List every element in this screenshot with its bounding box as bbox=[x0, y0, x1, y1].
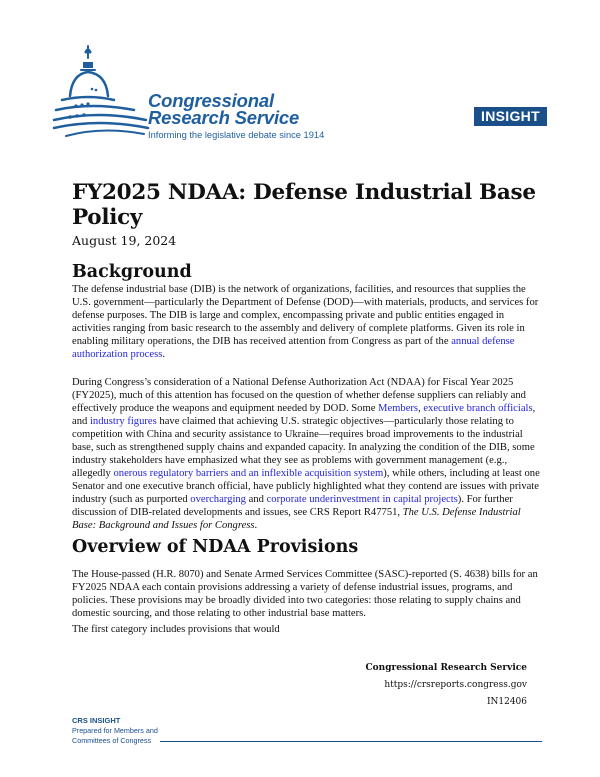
crs-insight-footer bbox=[72, 716, 158, 746]
crs-logo bbox=[52, 44, 325, 144]
logo-title-line2: Research Service bbox=[148, 107, 300, 128]
text: . bbox=[254, 520, 258, 531]
paragraph-background-1 bbox=[72, 283, 540, 361]
prepared-line2: Committees of Congress bbox=[72, 736, 152, 745]
text: and bbox=[245, 494, 267, 505]
report-title-italic: The U.S. Defense Industrial Base: Background and Issues for Congress bbox=[72, 507, 521, 531]
link-annual-defense-authorization[interactable]: annual defense authorization process bbox=[72, 336, 515, 360]
footer-divider bbox=[160, 741, 542, 742]
footer-url[interactable]: https://crsreports.congress.gov bbox=[384, 680, 527, 690]
section-heading-overview: Overview of NDAA Provisions bbox=[72, 537, 359, 557]
paragraph-overview-1: The House-passed (H.R. 8070) and Senate Armed Services Committee (SASC)-reported (S. 4638) bills for an FY2025 NDAA each contain provisions addressing a variety of defense industrial issues, programs, and policies. These provisions may be broadly divided into two categories: those relating to supply chains and domestic sourcing, and those relating to other industrial base matters. bbox=[72, 569, 538, 619]
logo-title bbox=[148, 92, 299, 126]
logo-title-line1: Congressional bbox=[148, 90, 274, 111]
document-date: August 19, 2024 bbox=[72, 233, 177, 248]
capitol-dome-icon bbox=[52, 44, 152, 144]
link-corporate-underinvestment[interactable]: corporate underinvestment in capital projects bbox=[266, 494, 458, 505]
footer-report-id: IN12406 bbox=[486, 697, 527, 707]
logo-tagline: Informing the legislative debate since 1914 bbox=[148, 130, 325, 140]
text: ). For further discussion of DIB-related developments and issues, see CRS Report R47751, bbox=[72, 494, 513, 518]
paragraph-background-2 bbox=[72, 376, 540, 532]
text: ), while others, including at least one Senator and one executive branch official, have publicly highlighted what they contend are issues with private industry (such as purported bbox=[72, 468, 540, 505]
document-title: FY2025 NDAA: Defense Industrial Base Policy bbox=[72, 180, 536, 230]
prepared-line1: Prepared for Members and bbox=[72, 726, 158, 735]
link-overcharging[interactable]: overcharging bbox=[190, 494, 246, 505]
section-heading-background: Background bbox=[72, 262, 192, 282]
footer-org: Congressional Research Service bbox=[365, 663, 527, 673]
link-members[interactable]: Members bbox=[378, 403, 419, 414]
text: , bbox=[418, 403, 424, 414]
paragraph-overview-2: The first category includes provisions that would bbox=[72, 624, 280, 635]
link-regulatory-barriers[interactable]: onerous regulatory barriers and an inflexible acquisition system bbox=[113, 468, 384, 479]
text: , and bbox=[72, 403, 536, 427]
footer-info bbox=[365, 660, 527, 711]
link-executive-branch-officials[interactable]: executive branch officials bbox=[423, 403, 533, 414]
insight-badge: INSIGHT bbox=[474, 107, 547, 126]
crs-insight-label: CRS INSIGHT bbox=[72, 716, 121, 725]
text: During Congress’s consideration of a National Defense Authorization Act (NDAA) for Fiscal Year 2025 (FY2025), much of this attention has focused on the question of whether defense suppliers can reliably and effectively produce the weapons and equipment needed by DOD. Some bbox=[72, 377, 526, 414]
text: The defense industrial base (DIB) is the network of organizations, facilities, and resources that supplies the U.S. government—particularly the Department of Defense (DOD)—with materials, products, and services for defense purposes. The DIB is large and complex, encompassing private and public entities engaged in activities ranging from basic research to the assembly and delivery of complete platforms. Given its role in enabling military operations, the DIB has received attention from Congress as part of the bbox=[72, 284, 539, 347]
text: . bbox=[162, 349, 165, 360]
text: have claimed that achieving U.S. strategic objectives—particularly those relating to competition with China and security assistance to Ukraine—requires broad improvements to the industrial base, such as strengthened supply chains and expanded capacity. In analyzing the condition of the DIB, some industry stakeholders have emphasized what they see as problems with government management (e.g., allegedly bbox=[72, 416, 535, 479]
link-industry-figures[interactable]: industry figures bbox=[89, 416, 157, 427]
